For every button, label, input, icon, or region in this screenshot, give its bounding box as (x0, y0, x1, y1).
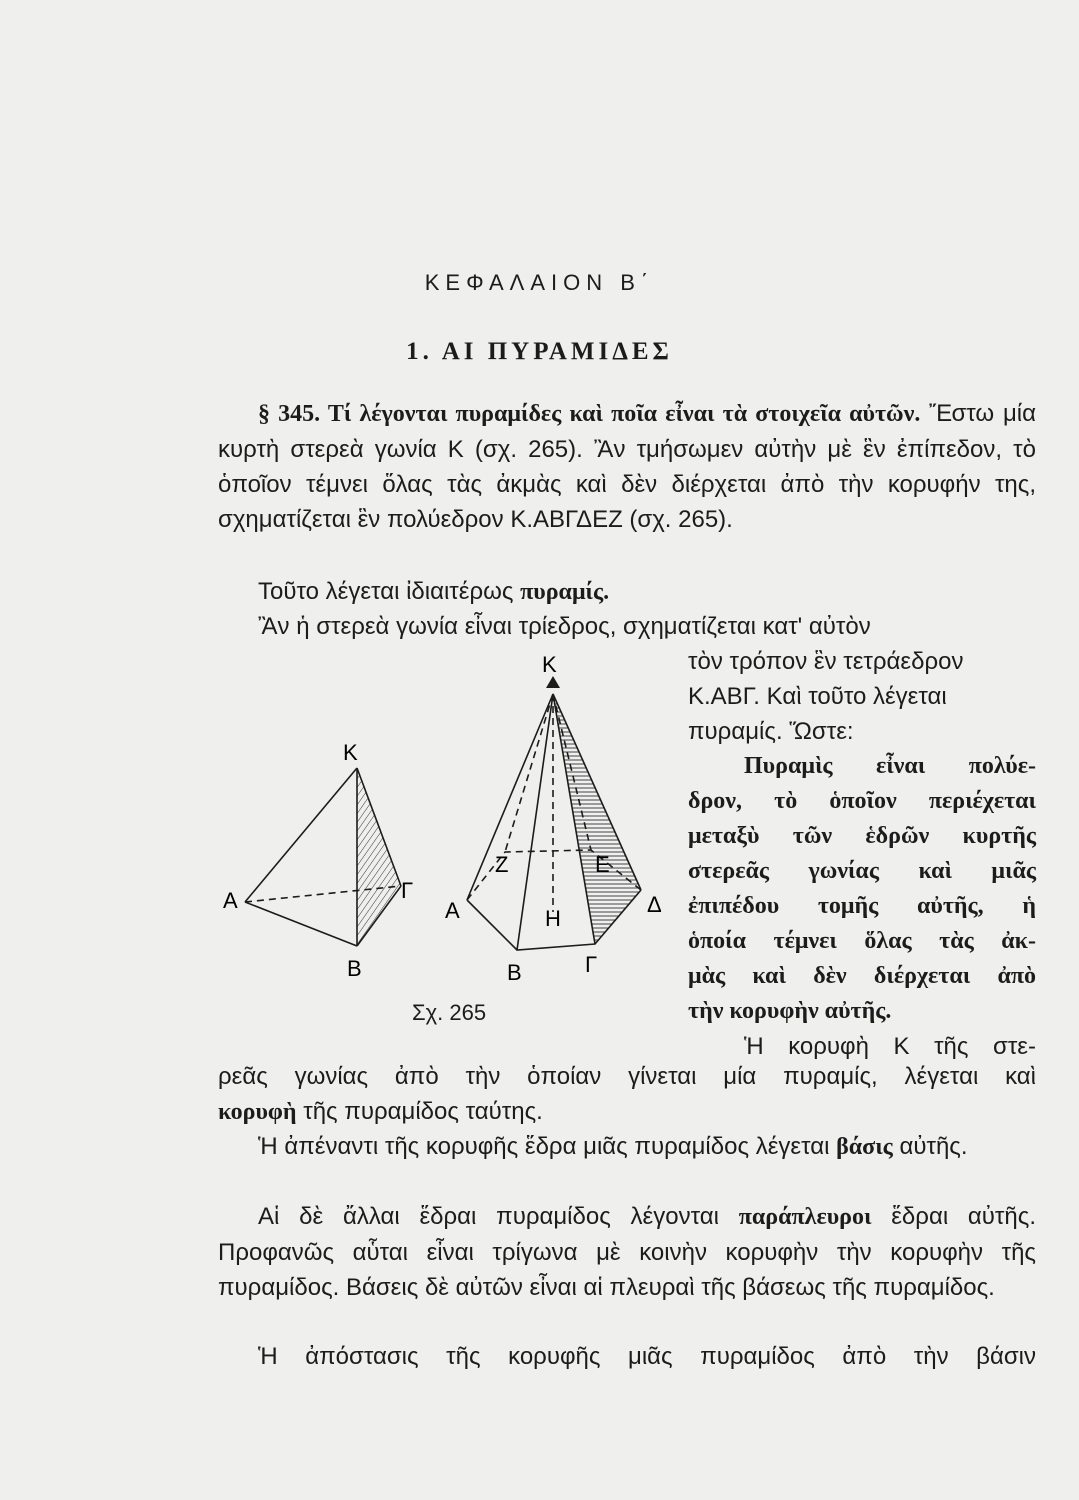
label-k: Κ (542, 652, 557, 677)
paragraph-pyramid-term (218, 574, 1036, 610)
paragraph-text: Αἱ δὲ ἄλλαι ἕδραι πυραμίδος λέγονται (258, 1203, 719, 1230)
label-h: Η (545, 906, 561, 931)
col-line: Ἡ κορυφὴ Κ τῆς στε- (744, 1033, 1036, 1060)
label-a: Α (223, 888, 238, 913)
paragraph-text: Ἡ ἀπόστασις τῆς κορυφῆς μιᾶς πυραμίδος ἀπὸ τὴν βάσιν (258, 1343, 1036, 1370)
definition-line: στερεᾶς γωνίας καὶ μιᾶς (688, 858, 1036, 884)
definition-line: ὁποία τέμνει ὅλας τὰς ἀκ- (688, 928, 1036, 954)
figure-caption: Σχ. 265 (412, 1000, 487, 1025)
paragraph-text: αὐτῆς. (899, 1133, 968, 1160)
chapter-heading: ΚΕΦΑΛΑΙΟΝ Β΄ (424, 270, 655, 295)
label-g: Γ (401, 878, 414, 903)
label-b: Β (507, 960, 522, 985)
section-heading: 1. ΑΙ ΠΥΡΑΜΙΔΕΣ (406, 338, 673, 365)
term-vertex: κορυφὴ (218, 1099, 297, 1125)
term-lateral: παράπλευροι (738, 1204, 872, 1230)
label-k: Κ (343, 740, 358, 765)
paragraph-345 (218, 396, 1036, 537)
paragraph-text: ἕδραι αὐτῆς. Προφανῶς αὗται εἶναι τρίγωνα μὲ κοινὴν κορυφὴν τὴν κορυφὴν τῆς πυραμίδος. Βάσεις δὲ αὐτῶν εἶναι αἱ πλευραὶ τῆς βάσεως τῆς πυραμίδος. (218, 1203, 1036, 1301)
col-line: πυραμίς. Ὥστε: (688, 718, 854, 745)
label-e: Ε (595, 852, 610, 877)
definition-line: δρον, τὸ ὁποῖον περιέχεται (688, 788, 1036, 814)
paragraph-base (218, 1129, 1036, 1165)
definition-line: μὰς καὶ δὲν διέρχεται ἀπὸ (688, 963, 1036, 989)
col-line: Κ.ΑΒΓ. Καὶ τοῦτο λέγεται (688, 683, 947, 710)
paragraph-text: Ἂν ἡ στερεὰ γωνία εἶναι τρίεδρος, σχηματίζεται κατ' αὐτὸν (258, 613, 871, 640)
paragraph-text: τῆς πυραμίδος ταύτης. (303, 1098, 543, 1125)
term-base: βάσις (836, 1134, 893, 1160)
paragraph-text: Τοῦτο λέγεται ἰδιαιτέρως (258, 578, 514, 605)
label-z: Ζ (495, 852, 509, 877)
definition-line: Πυραμὶς εἶναι πολύε- (744, 753, 1036, 779)
right-column-text (688, 644, 1036, 1064)
definition-line: μεταξὺ τῶν ἑδρῶν κυρτῆς (688, 823, 1036, 849)
label-b: Β (347, 956, 362, 981)
term-pyramid: πυραμίς. (520, 579, 610, 605)
definition-line: τὴν κορυφὴν αὐτῆς. (688, 998, 892, 1024)
paragraph-text: Ἡ ἀπέναντι τῆς κορυφῆς ἕδρα μιᾶς πυραμίδος λέγεται (258, 1133, 830, 1160)
paragraph-vertex (218, 1059, 1036, 1130)
paragraph-tetrahedron (218, 609, 1036, 644)
definition-line: ἐπιπέδου τομῆς αὐτῆς, ἡ (688, 893, 1036, 919)
paragraph-lateral-faces (218, 1199, 1036, 1305)
label-d: Δ (647, 892, 662, 917)
col-line: τὸν τρόπον ἓν τετράεδρον (688, 648, 964, 675)
label-g: Γ (585, 952, 598, 977)
paragraph-text: ρεᾶς γωνίας ἀπὸ τὴν ὁποίαν γίνεται μία πυραμίς, λέγεται καὶ (218, 1063, 1036, 1090)
paragraph-text: Ἔστω μία κυρτὴ στερεὰ γωνία Κ (σχ. 265). Ἂν τμήσωμεν αὐτὴν μὲ ἓν ἐπίπεδον, τὸ ὁποῖον τέμνει ὅλας τὰς ἀκμὰς καὶ δὲν διέρχεται ἀπὸ τὴν κορυφήν της, σχηματίζεται ἓν πολύεδρον Κ.ΑΒΓΔΕΖ (σχ. 265). (218, 400, 1036, 533)
figure-265 (215, 650, 685, 1000)
paragraph-height (218, 1339, 1036, 1374)
tetrahedron-diagram (245, 768, 401, 946)
label-a: Α (445, 898, 460, 923)
paragraph-lead: § 345. Τί λέγονται πυραμίδες καὶ ποῖα εἶναι τὰ στοιχεῖα αὐτῶν. (258, 401, 921, 427)
